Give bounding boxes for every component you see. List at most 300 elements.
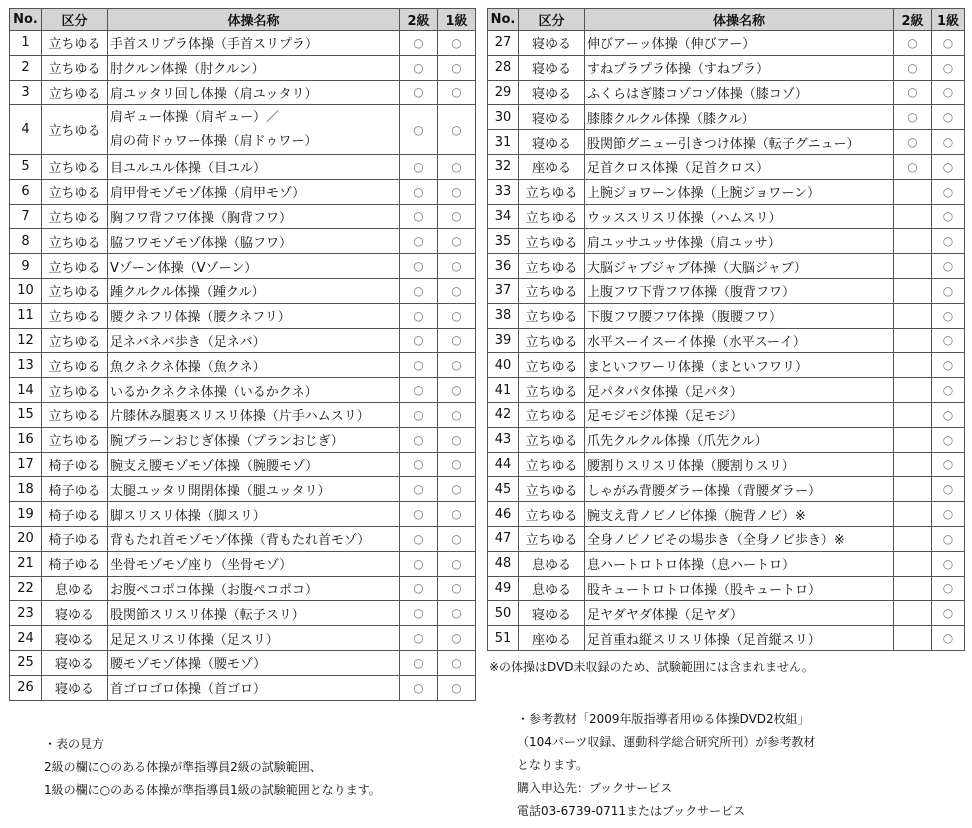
header-no: No. (488, 9, 519, 31)
row-exercise-name: いるかクネクネ体操（いるかクネ） (108, 378, 400, 403)
row-exercise-name: ウッススリスリ体操（ハムスリ） (585, 204, 894, 229)
row-number: 19 (10, 502, 42, 527)
row-number: 41 (488, 378, 519, 403)
row-exercise-name: Vゾーン体操（Vゾーン） (108, 254, 400, 279)
grade-1-mark: ○ (438, 353, 476, 378)
row-exercise-name: 首ゴロゴロ体操（首ゴロ） (108, 675, 400, 700)
row-number: 40 (488, 353, 519, 378)
row-number: 47 (488, 526, 519, 551)
grade-1-mark: ○ (438, 55, 476, 80)
row-exercise-name: 背もたれ首モゾモゾ体操（背もたれ首モゾ） (108, 526, 400, 551)
row-number: 26 (10, 675, 42, 700)
reference-line-5: 電話03-6739-0711またはブックサービス (517, 804, 746, 818)
row-number: 12 (10, 328, 42, 353)
row-category: 立ちゆる (42, 154, 108, 179)
row-category: 息ゆる (519, 576, 585, 601)
exercise-name-line-1: 肩ギュー体操（肩ギュー）／ (110, 109, 280, 125)
row-category: 立ちゆる (519, 328, 585, 353)
grade-2-mark (894, 477, 932, 502)
row-category: 立ちゆる (42, 55, 108, 80)
grade-2-mark (894, 204, 932, 229)
grade-2-mark: ○ (400, 278, 438, 303)
header-category: 区分 (519, 9, 585, 31)
row-exercise-name: 全身ノビノビその場歩き（全身ノビ歩き）※ (585, 526, 894, 551)
row-number: 32 (488, 154, 519, 179)
row-exercise-name: 肩甲骨モゾモゾ体操（肩甲モゾ） (108, 179, 400, 204)
table-row (488, 204, 965, 229)
row-exercise-name: 太腿ユッタリ開閉体操（腿ユッタリ） (108, 477, 400, 502)
row-category: 立ちゆる (42, 328, 108, 353)
exercise-table-right (487, 8, 965, 651)
grade-2-mark (894, 254, 932, 279)
row-number: 50 (488, 601, 519, 626)
grade-2-mark: ○ (400, 80, 438, 105)
table-header-row (10, 9, 476, 31)
row-exercise-name: 足パタパタ体操（足パタ） (585, 378, 894, 403)
reference-line-3: となります。 (517, 758, 589, 772)
table-header-row (488, 9, 965, 31)
row-number: 10 (10, 278, 42, 303)
grade-1-mark: ○ (932, 31, 965, 56)
row-number: 28 (488, 55, 519, 80)
row-category: 椅子ゆる (42, 551, 108, 576)
reference-line-4: 購入申込先：ブックサービス (517, 781, 673, 795)
table-row (488, 502, 965, 527)
grade-1-mark: ○ (932, 105, 965, 130)
table-row (10, 179, 476, 204)
table-row (10, 477, 476, 502)
header-no: No. (10, 9, 42, 31)
row-category: 寝ゆる (519, 130, 585, 155)
row-number: 43 (488, 427, 519, 452)
grade-1-mark: ○ (438, 254, 476, 279)
grade-1-mark: ○ (932, 130, 965, 155)
table-row (10, 303, 476, 328)
row-category: 立ちゆる (519, 353, 585, 378)
grade-2-mark: ○ (400, 477, 438, 502)
row-category: 立ちゆる (42, 179, 108, 204)
row-exercise-name: 水平スーイスーイ体操（水平スーイ） (585, 328, 894, 353)
table-row (488, 130, 965, 155)
grade-1-mark: ○ (438, 551, 476, 576)
row-category: 立ちゆる (42, 278, 108, 303)
row-exercise-name: 肘クルン体操（肘クルン） (108, 55, 400, 80)
row-number: 6 (10, 179, 42, 204)
grade-2-mark: ○ (400, 31, 438, 56)
row-category: 立ちゆる (42, 303, 108, 328)
exercise-name-line-2: 肩の荷ドゥワー体操（肩ドゥワー） (110, 133, 318, 149)
grade-2-mark: ○ (894, 80, 932, 105)
grade-2-mark: ○ (400, 353, 438, 378)
table-row (488, 477, 965, 502)
grade-2-mark: ○ (400, 526, 438, 551)
row-number: 33 (488, 179, 519, 204)
grade-1-mark: ○ (932, 576, 965, 601)
row-number: 8 (10, 229, 42, 254)
grade-1-mark: ○ (932, 551, 965, 576)
grade-2-mark: ○ (400, 402, 438, 427)
row-number: 44 (488, 452, 519, 477)
row-exercise-name: 坐骨モゾモゾ座り（坐骨モゾ） (108, 551, 400, 576)
row-exercise-name: 腰モゾモゾ体操（腰モゾ） (108, 650, 400, 675)
row-number: 46 (488, 502, 519, 527)
row-exercise-name: お腹ペコポコ体操（お腹ペコポコ） (108, 576, 400, 601)
table-row (488, 452, 965, 477)
row-exercise-name: 足ヤダヤダ体操（足ヤダ） (585, 601, 894, 626)
grade-1-mark: ○ (438, 378, 476, 403)
grade-2-mark: ○ (400, 601, 438, 626)
row-exercise-name: まといフワーリ体操（まといフワリ） (585, 353, 894, 378)
row-exercise-name: 脚スリスリ体操（脚スリ） (108, 502, 400, 527)
table-row (10, 378, 476, 403)
row-exercise-name: 股関節スリスリ体操（転子スリ） (108, 601, 400, 626)
grade-2-mark: ○ (400, 229, 438, 254)
row-exercise-name: 足足スリスリ体操（足スリ） (108, 626, 400, 651)
row-number: 20 (10, 526, 42, 551)
grade-2-mark: ○ (400, 154, 438, 179)
row-exercise-name: 大脳ジャブジャブ体操（大脳ジャブ） (585, 254, 894, 279)
table-row (488, 254, 965, 279)
row-category: 寝ゆる (519, 31, 585, 56)
table-row (10, 452, 476, 477)
grade-2-mark (894, 402, 932, 427)
grade-1-mark: ○ (932, 154, 965, 179)
table-row (10, 576, 476, 601)
row-category: 座ゆる (519, 154, 585, 179)
header-grade-1: 1級 (932, 9, 965, 31)
row-exercise-name: 足首重ね縦スリスリ体操（足首縦スリ） (585, 626, 894, 651)
legend-title: ・表の見方 (44, 737, 105, 751)
table-row (10, 353, 476, 378)
row-exercise-name: 膝膝クルクル体操（膝クル） (585, 105, 894, 130)
table-row (488, 601, 965, 626)
grade-1-mark: ○ (438, 477, 476, 502)
grade-1-mark: ○ (438, 650, 476, 675)
row-number: 31 (488, 130, 519, 155)
row-exercise-name: 足モジモジ体操（足モジ） (585, 402, 894, 427)
row-number: 2 (10, 55, 42, 80)
grade-2-mark: ○ (400, 254, 438, 279)
grade-2-mark: ○ (400, 626, 438, 651)
grade-1-mark: ○ (932, 626, 965, 651)
table-row (488, 328, 965, 353)
row-number: 1 (10, 31, 42, 56)
row-category: 立ちゆる (42, 105, 108, 155)
grade-2-mark: ○ (400, 551, 438, 576)
row-number: 36 (488, 254, 519, 279)
header-category: 区分 (42, 9, 108, 31)
row-number: 27 (488, 31, 519, 56)
row-category: 立ちゆる (42, 402, 108, 427)
row-category: 椅子ゆる (42, 477, 108, 502)
reference-line-2: （104パーツ収録、運動科学総合研究所刊）が参考教材 (517, 735, 816, 749)
table-row (488, 427, 965, 452)
grade-2-mark (894, 601, 932, 626)
grade-1-mark: ○ (932, 427, 965, 452)
grade-2-mark: ○ (894, 31, 932, 56)
header-exercise-name: 体操名称 (585, 9, 894, 31)
table-row (488, 31, 965, 56)
grade-2-mark (894, 303, 932, 328)
table-row (10, 502, 476, 527)
grade-2-mark (894, 502, 932, 527)
grade-2-mark (894, 229, 932, 254)
table-row (10, 31, 476, 56)
reference-line-1: ・参考教材「2009年版指導者用ゆる体操DVD2枚組」 (517, 712, 810, 726)
grade-1-mark: ○ (932, 353, 965, 378)
grade-1-mark: ○ (932, 502, 965, 527)
row-category: 立ちゆる (42, 427, 108, 452)
row-number: 3 (10, 80, 42, 105)
row-exercise-name: 肩ユッタリ回し体操（肩ユッタリ） (108, 80, 400, 105)
grade-1-mark: ○ (932, 229, 965, 254)
row-exercise-name: 踵クルクル体操（踵クル） (108, 278, 400, 303)
table-row (488, 576, 965, 601)
table-row (10, 328, 476, 353)
grade-2-mark: ○ (400, 105, 438, 155)
grade-1-mark: ○ (438, 80, 476, 105)
grade-1-mark: ○ (438, 303, 476, 328)
row-number: 48 (488, 551, 519, 576)
header-grade-2: 2級 (400, 9, 438, 31)
row-exercise-name: 上腹フワ下背フワ体操（腹背フワ） (585, 278, 894, 303)
table-row (10, 154, 476, 179)
row-exercise-name: すねプラプラ体操（すねプラ） (585, 55, 894, 80)
row-number: 11 (10, 303, 42, 328)
table-row (10, 675, 476, 700)
grade-2-mark: ○ (894, 130, 932, 155)
grade-2-mark (894, 452, 932, 477)
grade-2-mark (894, 378, 932, 403)
grade-1-mark: ○ (932, 278, 965, 303)
grade-1-mark: ○ (438, 427, 476, 452)
table-row (488, 105, 965, 130)
row-category: 立ちゆる (42, 229, 108, 254)
table-row (488, 229, 965, 254)
grade-1-mark: ○ (438, 675, 476, 700)
table-row (488, 526, 965, 551)
row-number: 45 (488, 477, 519, 502)
row-exercise-name: 肩ユッサユッサ体操（肩ユッサ） (585, 229, 894, 254)
row-category: 寝ゆる (42, 650, 108, 675)
header-exercise-name: 体操名称 (108, 9, 400, 31)
table-row (10, 55, 476, 80)
grade-2-mark: ○ (400, 675, 438, 700)
row-number: 13 (10, 353, 42, 378)
grade-2-mark: ○ (894, 55, 932, 80)
table-row (488, 551, 965, 576)
row-category: 立ちゆる (519, 229, 585, 254)
row-exercise-name: 胸フワ背フワ体操（胸背フワ） (108, 204, 400, 229)
row-category: 立ちゆる (42, 353, 108, 378)
grade-1-mark: ○ (932, 402, 965, 427)
grade-1-mark: ○ (932, 452, 965, 477)
row-category: 立ちゆる (42, 31, 108, 56)
grade-1-mark: ○ (932, 254, 965, 279)
row-number: 39 (488, 328, 519, 353)
row-exercise-name: 目ユルユル体操（目ユル） (108, 154, 400, 179)
row-number: 22 (10, 576, 42, 601)
table-row (10, 427, 476, 452)
row-exercise-name: 息ハートロトロ体操（息ハートロ） (585, 551, 894, 576)
row-category: 寝ゆる (519, 80, 585, 105)
table-row (488, 626, 965, 651)
grade-1-mark: ○ (438, 278, 476, 303)
row-exercise-name: 上腕ジョワーン体操（上腕ジョワーン） (585, 179, 894, 204)
grade-2-mark (894, 576, 932, 601)
table-row (10, 80, 476, 105)
table-row (488, 402, 965, 427)
reference-block (517, 712, 815, 827)
row-exercise-name: 腕プラーンおじぎ体操（プランおじぎ） (108, 427, 400, 452)
row-exercise-name: 腕支え腰モゾモゾ体操（腕腰モゾ） (108, 452, 400, 477)
row-number: 23 (10, 601, 42, 626)
row-exercise-name: 足首クロス体操（足首クロス） (585, 154, 894, 179)
row-category: 立ちゆる (519, 477, 585, 502)
grade-1-mark: ○ (438, 229, 476, 254)
table-row (488, 55, 965, 80)
row-category: 立ちゆる (519, 526, 585, 551)
row-exercise-name (108, 105, 400, 155)
row-category: 立ちゆる (42, 80, 108, 105)
row-category: 立ちゆる (42, 254, 108, 279)
grade-1-mark: ○ (932, 179, 965, 204)
grade-1-mark: ○ (438, 502, 476, 527)
grade-1-mark: ○ (932, 378, 965, 403)
grade-1-mark: ○ (932, 328, 965, 353)
row-number: 17 (10, 452, 42, 477)
row-number: 15 (10, 402, 42, 427)
row-category: 立ちゆる (519, 402, 585, 427)
row-exercise-name: ふくらはぎ膝コゾコゾ体操（膝コゾ） (585, 80, 894, 105)
row-number: 5 (10, 154, 42, 179)
row-category: 立ちゆる (519, 502, 585, 527)
row-exercise-name: 脇フワモゾモゾ体操（脇フワ） (108, 229, 400, 254)
row-category: 立ちゆる (519, 303, 585, 328)
row-exercise-name: 手首スリプラ体操（手首スリプラ） (108, 31, 400, 56)
row-category: 立ちゆる (42, 204, 108, 229)
table-row (10, 526, 476, 551)
row-category: 立ちゆる (519, 427, 585, 452)
row-number: 34 (488, 204, 519, 229)
table-row (10, 254, 476, 279)
grade-2-mark: ○ (894, 154, 932, 179)
row-number: 29 (488, 80, 519, 105)
row-category: 寝ゆる (42, 601, 108, 626)
legend-line-1: 2級の欄に○のある体操が準指導員2級の試験範囲、 (44, 760, 322, 774)
table-row (10, 229, 476, 254)
grade-1-mark: ○ (932, 601, 965, 626)
grade-2-mark: ○ (400, 179, 438, 204)
grade-2-mark: ○ (400, 452, 438, 477)
grade-1-mark: ○ (932, 80, 965, 105)
row-number: 9 (10, 254, 42, 279)
grade-2-mark: ○ (400, 378, 438, 403)
row-number: 38 (488, 303, 519, 328)
row-number: 14 (10, 378, 42, 403)
header-grade-1: 1級 (438, 9, 476, 31)
row-category: 立ちゆる (42, 378, 108, 403)
row-exercise-name: 腰割りスリスリ体操（腰割りスリ） (585, 452, 894, 477)
legend-block (44, 737, 381, 806)
header-grade-2: 2級 (894, 9, 932, 31)
grade-1-mark: ○ (932, 204, 965, 229)
row-category: 立ちゆる (519, 179, 585, 204)
row-number: 35 (488, 229, 519, 254)
row-exercise-name: しゃがみ背腰ダラー体操（背腰ダラー） (585, 477, 894, 502)
row-exercise-name: 魚クネクネ体操（魚クネ） (108, 353, 400, 378)
row-number: 42 (488, 402, 519, 427)
row-number: 24 (10, 626, 42, 651)
table-row (10, 105, 476, 155)
row-category: 立ちゆる (519, 452, 585, 477)
table-row (488, 303, 965, 328)
row-number: 51 (488, 626, 519, 651)
row-exercise-name: 腰クネフリ体操（腰クネフリ） (108, 303, 400, 328)
grade-2-mark (894, 179, 932, 204)
row-category: 椅子ゆる (42, 502, 108, 527)
grade-2-mark: ○ (400, 55, 438, 80)
row-number: 4 (10, 105, 42, 155)
grade-2-mark (894, 526, 932, 551)
dvd-note: ※の体操はDVD未収録のため、試験範囲には含まれません。 (489, 660, 814, 674)
legend-line-2: 1級の欄に○のある体操が準指導員1級の試験範囲となります。 (44, 783, 381, 797)
row-exercise-name: 股キュートロトロ体操（股キュートロ） (585, 576, 894, 601)
table-row (10, 278, 476, 303)
row-exercise-name: 腕支え背ノビノビ体操（腕背ノビ）※ (585, 502, 894, 527)
table-row (10, 626, 476, 651)
table-row (10, 601, 476, 626)
grade-2-mark (894, 551, 932, 576)
row-exercise-name: 片膝休み腿裏スリスリ体操（片手ハムスリ） (108, 402, 400, 427)
row-number: 37 (488, 278, 519, 303)
grade-1-mark: ○ (438, 179, 476, 204)
row-number: 49 (488, 576, 519, 601)
table-row (10, 402, 476, 427)
row-number: 21 (10, 551, 42, 576)
row-number: 7 (10, 204, 42, 229)
row-exercise-name: 足ネバネバ歩き（足ネバ） (108, 328, 400, 353)
grade-1-mark: ○ (438, 452, 476, 477)
row-number: 30 (488, 105, 519, 130)
row-category: 椅子ゆる (42, 452, 108, 477)
grade-2-mark: ○ (400, 204, 438, 229)
row-number: 18 (10, 477, 42, 502)
row-exercise-name: 爪先クルクル体操（爪先クル） (585, 427, 894, 452)
row-category: 立ちゆる (519, 254, 585, 279)
row-category: 息ゆる (42, 576, 108, 601)
table-row (488, 278, 965, 303)
row-category: 立ちゆる (519, 278, 585, 303)
grade-2-mark (894, 626, 932, 651)
row-category: 息ゆる (519, 551, 585, 576)
grade-1-mark: ○ (438, 601, 476, 626)
row-number: 25 (10, 650, 42, 675)
grade-2-mark: ○ (400, 502, 438, 527)
grade-1-mark: ○ (438, 105, 476, 155)
grade-2-mark: ○ (400, 650, 438, 675)
grade-2-mark: ○ (400, 303, 438, 328)
grade-2-mark (894, 427, 932, 452)
exercise-table-left (9, 8, 476, 701)
table-row (488, 154, 965, 179)
grade-1-mark: ○ (438, 204, 476, 229)
row-category: 椅子ゆる (42, 526, 108, 551)
table-row (488, 353, 965, 378)
row-category: 立ちゆる (519, 204, 585, 229)
table-row (10, 204, 476, 229)
grade-2-mark: ○ (400, 427, 438, 452)
